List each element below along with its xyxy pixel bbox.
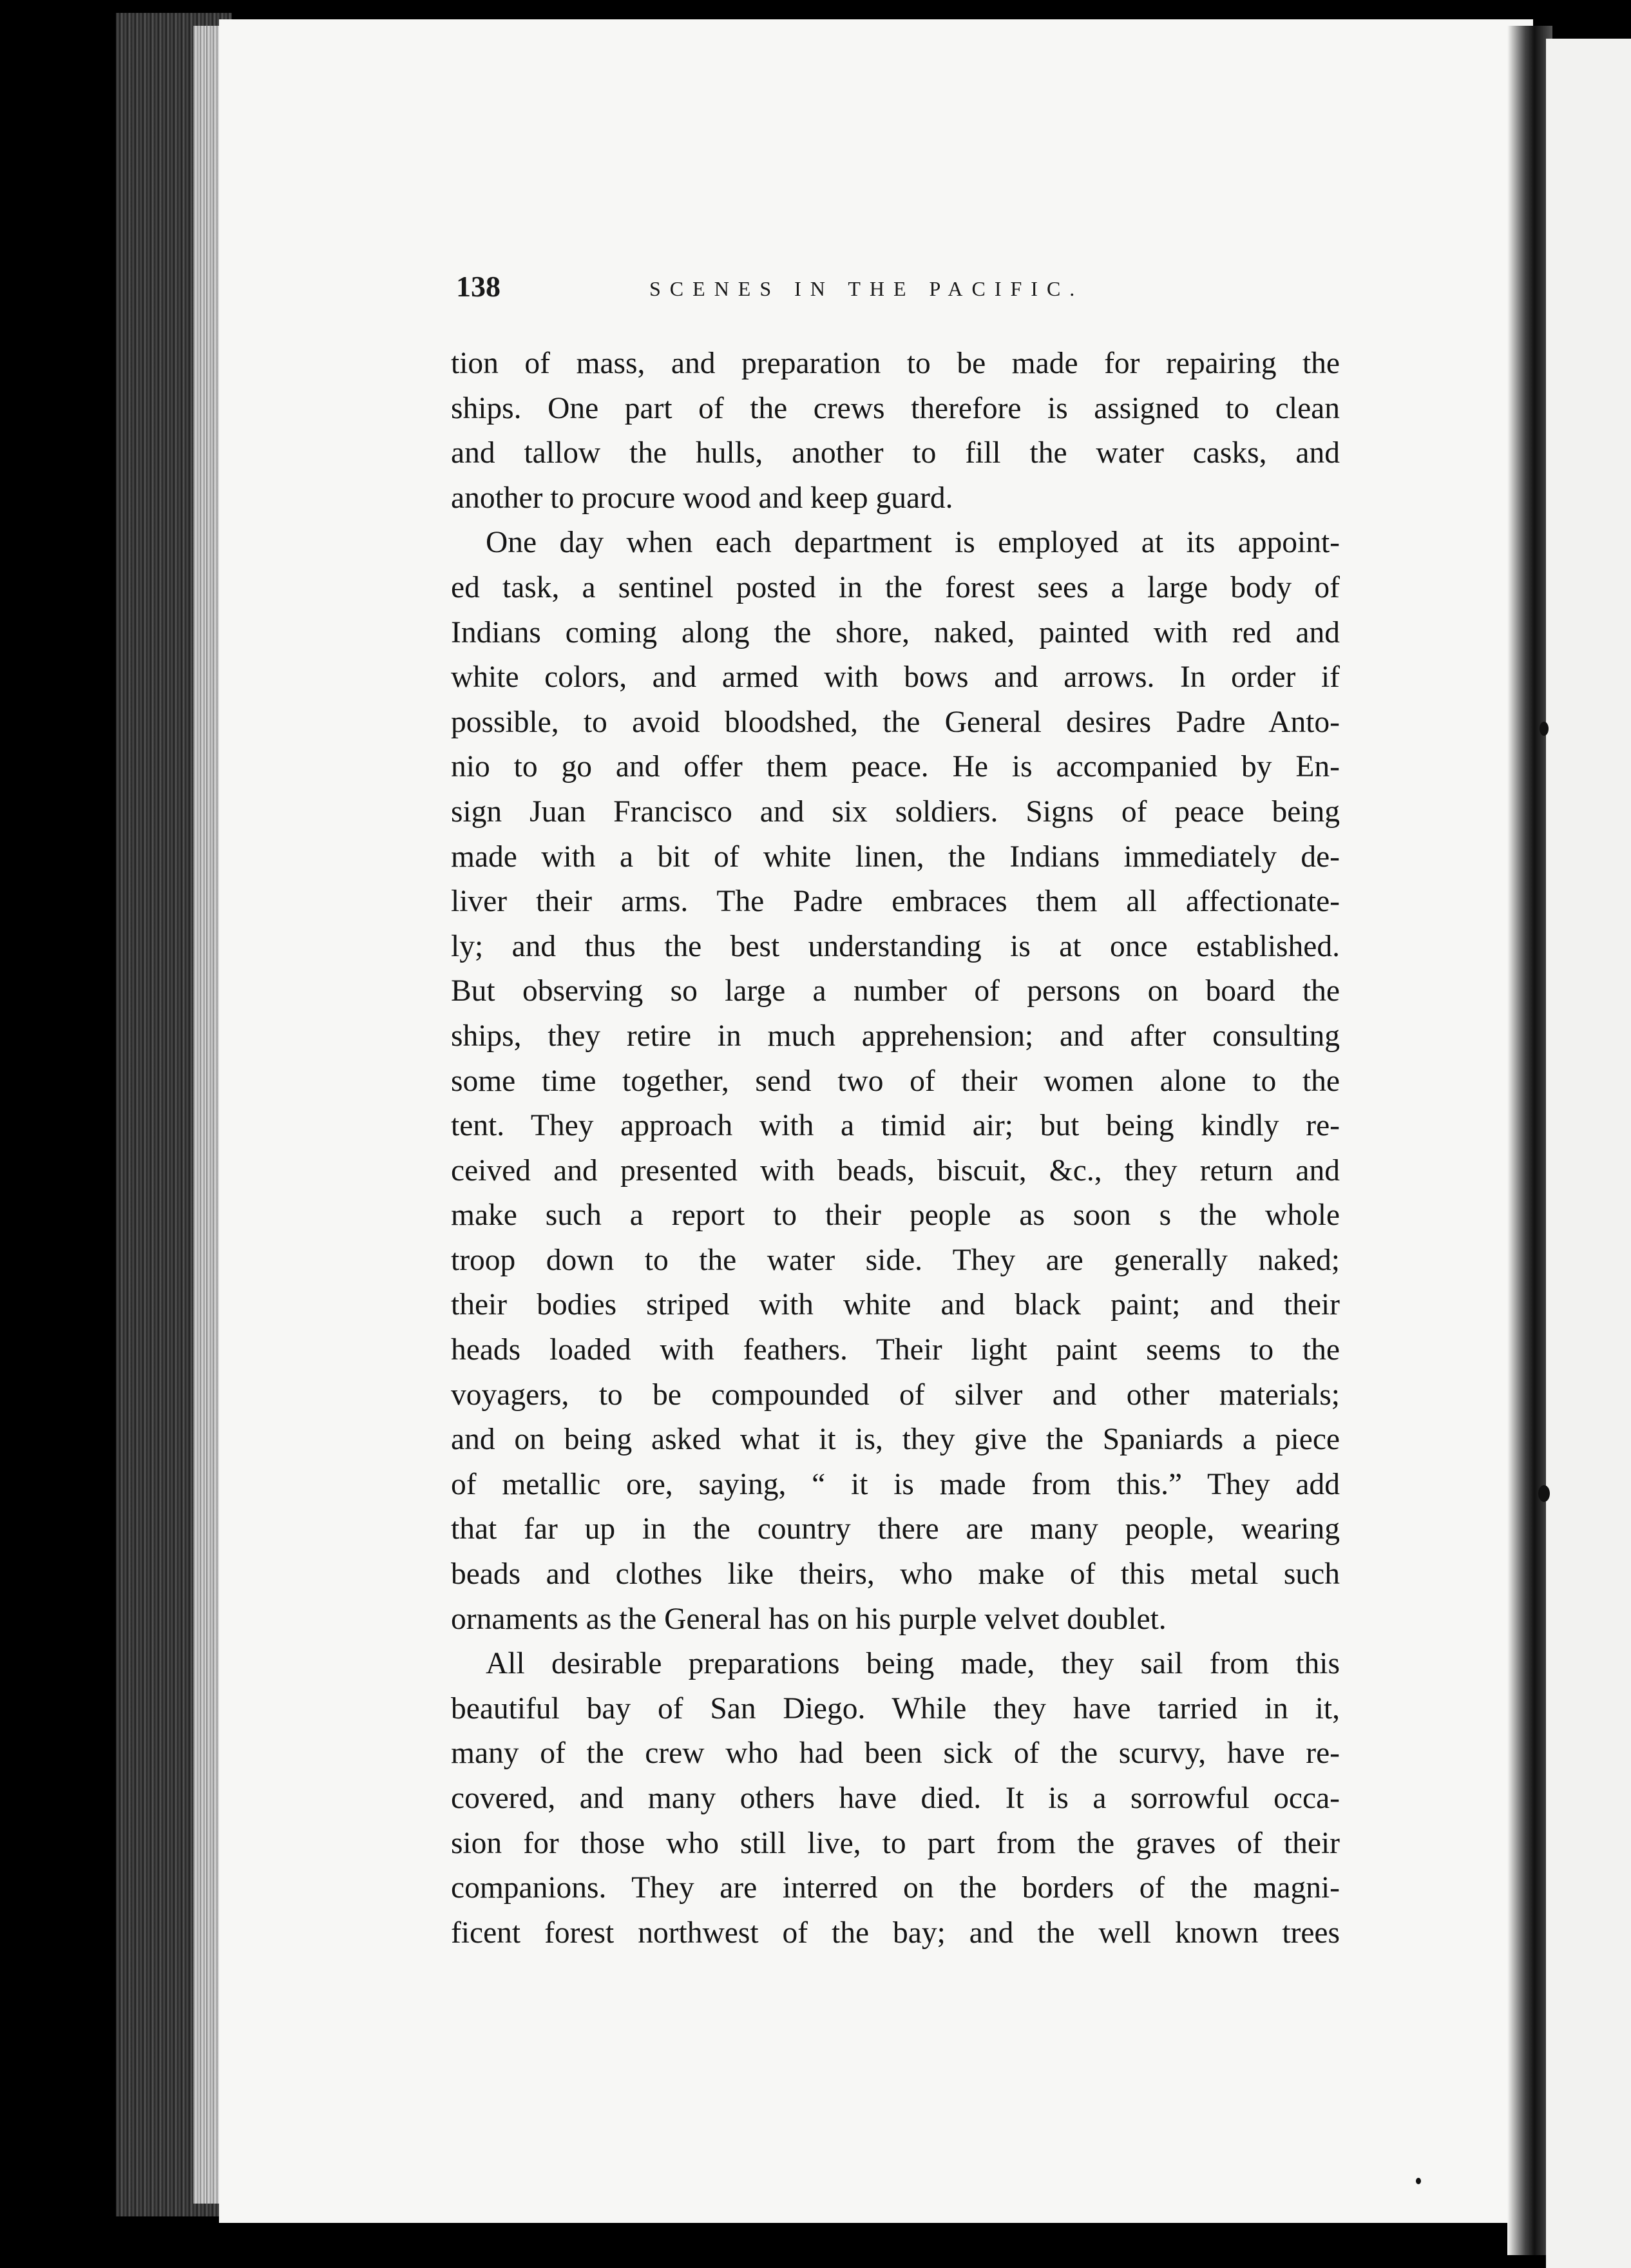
text-line: nio to go and offer them peace. He is accompanied by En- [451, 750, 1340, 784]
text-line: and on being asked what it is, they give the Spaniards a piece [451, 1423, 1340, 1457]
text-line: heads loaded with feathers. Their light paint seems to the [451, 1333, 1340, 1367]
text-line: some time together, send two of their women alone to the [451, 1064, 1340, 1098]
running-head: SCENES IN THE PACIFIC. [649, 277, 1084, 300]
scan-blemish [1540, 722, 1549, 736]
scan-blemish [1538, 1485, 1550, 1502]
text-line: another to procure wood and keep guard. [451, 481, 953, 515]
text-line: made with a bit of white linen, the Indians immediately de- [451, 840, 1340, 874]
text-line: tion of mass, and preparation to be made for repairing the [451, 347, 1340, 380]
facing-page-edge [1546, 39, 1631, 2268]
text-line: tent. They approach with a timid air; but being kindly re- [451, 1109, 1340, 1143]
text-line: ornaments as the General has on his purple velvet doublet. [451, 1602, 1167, 1636]
text-line: of metallic ore, saying, “ it is made from this.” They add [451, 1467, 1340, 1501]
text-line: sion for those who still live, to part from the graves of their [451, 1826, 1340, 1860]
text-line: sign Juan Francisco and six soldiers. Signs of peace being [451, 794, 1340, 829]
text-line: covered, and many others have died. It is a sorrowful occa- [451, 1782, 1340, 1815]
text-line: and tallow the hulls, another to fill the water casks, and [451, 436, 1340, 470]
text-line: voyagers, to be compounded of silver and other materials; [451, 1378, 1340, 1412]
text-line: But observing so large a number of persons on board the [451, 974, 1340, 1008]
text-line: make such a report to their people as soon s the whole [451, 1198, 1340, 1233]
text-line: One day when each department is employed at its appoint- [486, 526, 1340, 560]
page-header [456, 269, 1190, 321]
text-line: liver their arms. The Padre embraces them all affectionate- [451, 885, 1340, 919]
page-number: 138 [456, 270, 501, 303]
text-line: beads and clothes like theirs, who make of this metal such [451, 1557, 1340, 1591]
text-line: All desirable preparations being made, they sail from this [486, 1647, 1340, 1681]
text-line: troop down to the water side. They are generally naked; [451, 1243, 1340, 1277]
text-line: white colors, and armed with bows and arrows. In order if [451, 660, 1340, 695]
text-line: ceived and presented with beads, biscuit, &c., they return and [451, 1153, 1340, 1187]
scan-blemish [1416, 2178, 1421, 2184]
text-line: ships. One part of the crews therefore is assigned to clean [451, 391, 1340, 425]
text-line: ed task, a sentinel posted in the forest sees a large body of [451, 570, 1340, 604]
text-line: that far up in the country there are many people, wearing [451, 1512, 1340, 1546]
text-line: their bodies striped with white and black paint; and their [451, 1288, 1340, 1322]
text-line: beautiful bay of San Diego. While they have tarried in it, [451, 1691, 1340, 1725]
text-line: many of the crew who had been sick of the scurvy, have re- [451, 1736, 1340, 1771]
text-line: ships, they retire in much apprehension; and after consulting [451, 1019, 1340, 1053]
text-line: ficent forest northwest of the bay; and the well known trees [451, 1916, 1340, 1950]
text-line: ly; and thus the best understanding is at once established. [451, 929, 1340, 963]
text-line: Indians coming along the shore, naked, painted with red and [451, 615, 1340, 649]
text-line: possible, to avoid bloodshed, the General desires Padre Anto- [451, 705, 1340, 739]
body-text [451, 341, 1340, 1956]
text-line: companions. They are interred on the borders of the magni- [451, 1871, 1340, 1905]
